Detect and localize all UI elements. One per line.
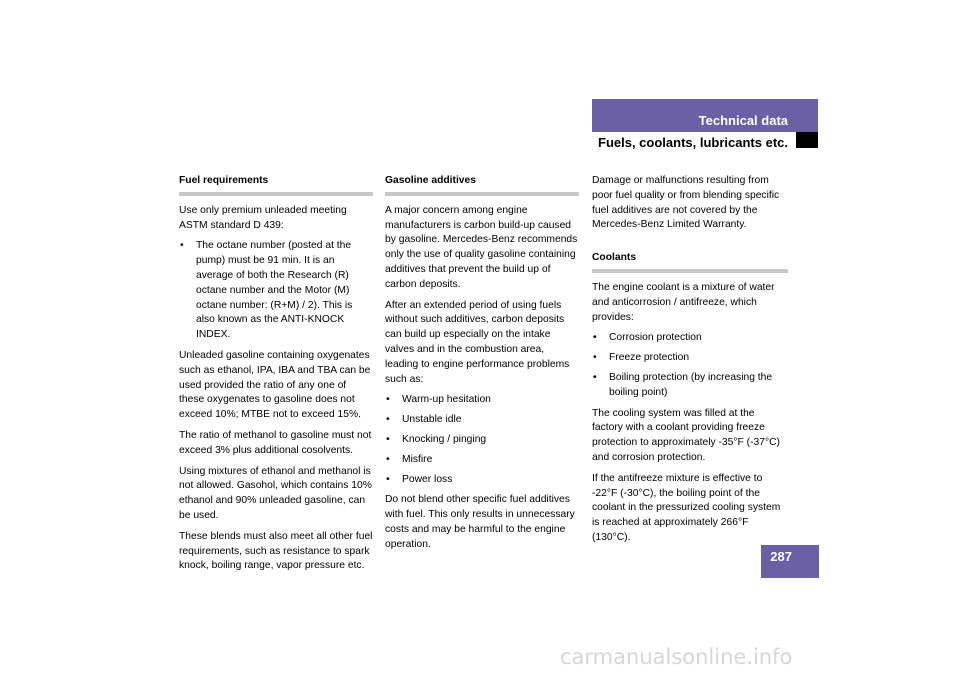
list-item: • Boiling protection (by increasing the boiling point) [592, 371, 788, 401]
paragraph: Unleaded gasoline containing oxygenates such as ethanol, IPA, IBA and TBA can be used provided the ratio of any one of these oxygenates to gasoline does not exceed 10%; MTBE not to exceed 15%. [179, 349, 371, 421]
list-item: • Knocking / pinging [385, 433, 579, 448]
list-item: • Warm-up hesitation [385, 393, 579, 408]
list-item: • Unstable idle [385, 413, 579, 428]
paragraph: The engine coolant is a mixture of water and anticorrosion / antifreeze, which provides: [592, 281, 775, 323]
bullet-list [179, 239, 373, 343]
bullet-list [385, 393, 579, 487]
paragraph: Damage or malfunctions resulting from poor fuel quality or from blending specific fuel additives are not covered by the Mercedes-Benz Limited Warranty. [592, 175, 780, 231]
section-title-fuel-requirements: Fuel requirements [179, 174, 373, 196]
list-item: • Corrosion protection [592, 331, 788, 346]
header-title: Technical data [592, 99, 818, 132]
section-title-coolants: Coolants [592, 251, 788, 273]
list-item: • Misfire [385, 453, 579, 468]
list-item: • Power loss [385, 473, 579, 488]
paragraph: If the antifreeze mixture is effective to -22°F (-30°C), the boiling point of the coolant in the pressurized cooling system is reached at approximately 266°F (130°C). [592, 472, 781, 543]
page-number: 287 [761, 545, 819, 578]
header-marker [796, 132, 818, 148]
bullet-list [592, 331, 788, 400]
paragraph: Using mixtures of ethanol and methanol is not allowed. Gasohol, which contains 10% ethanol and 90% unleaded gasoline, can be used. [179, 465, 372, 521]
paragraph: The cooling system was filled at the factory with a coolant providing freeze protection to approximately -35°F (-37°C) and corrosion protection. [592, 407, 780, 463]
column-fuel-requirements [179, 174, 373, 580]
section-title-gasoline-additives: Gasoline additives [385, 174, 579, 196]
paragraph: A major concern among engine manufacturers is carbon build-up caused by gasoline. Mercedes-Benz recommends only the use of quality gasoline containing additives that prevent the build up of carbon deposits. [385, 204, 578, 290]
paragraph: These blends must also meet all other fuel requirements, such as resistance to spark knock, boiling range, vapor pressure etc. [179, 530, 373, 572]
column-gasoline-additives [385, 174, 579, 559]
paragraph: Do not blend other specific fuel additives with fuel. This only results in unnecessary costs and may be harmful to the engine operation. [385, 494, 575, 550]
paragraph: Use only premium unleaded meeting ASTM standard D 439: [179, 204, 347, 231]
list-item: • The octane number (posted at the pump) must be 91 min. It is an average of both the Research (R) octane number and the Motor (M) octane number: (R+M) / 2). This is also known as the ANTI-KNOCK INDEX. [179, 239, 373, 343]
column-coolants [592, 174, 788, 552]
paragraph: After an extended period of using fuels without such additives, carbon deposits can build up especially on the intake valves and in the combustion area, leading to engine performance problems such as: [385, 299, 570, 385]
header-subtitle: Fuels, coolants, lubricants etc. [598, 135, 788, 150]
watermark-text: carmanualsonline.info [560, 645, 793, 669]
list-item: • Freeze protection [592, 351, 788, 366]
paragraph: The ratio of methanol to gasoline must not exceed 3% plus additional cosolvents. [179, 429, 372, 456]
